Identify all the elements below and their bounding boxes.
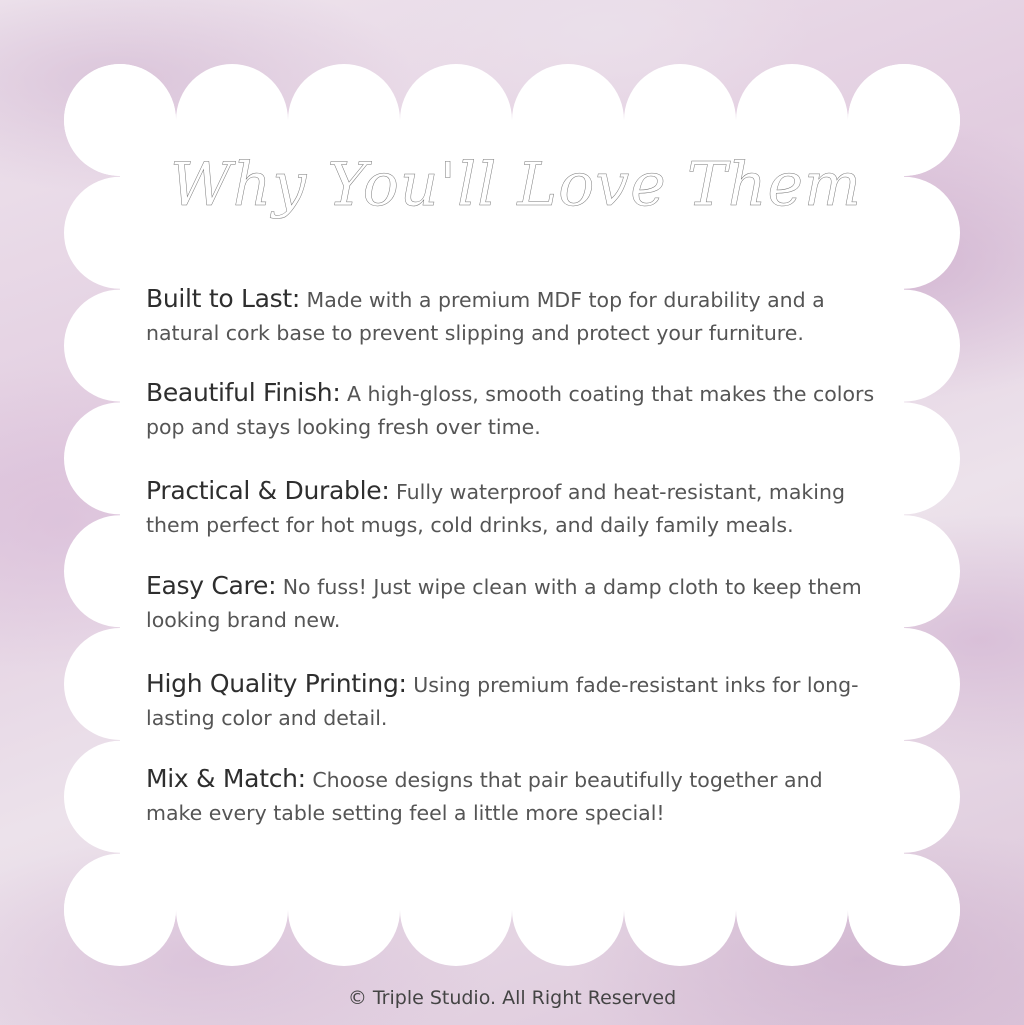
- scallop-bump: [848, 854, 960, 966]
- feature-easy-care: [146, 569, 876, 637]
- feature-heading: Mix & Match:: [146, 764, 306, 793]
- feature-text: Fully waterproof and heat-resistant, making them perfect for hot mugs, cold drinks, and daily family meals.: [146, 480, 845, 537]
- scallop-bump: [624, 854, 736, 966]
- scallop-bump: [288, 854, 400, 966]
- scallop-bump: [64, 854, 176, 966]
- feature-text: Made with a premium MDF top for durability and a natural cork base to prevent slipping and protect your furniture.: [146, 288, 825, 345]
- feature-text: No fuss! Just wipe clean with a damp cloth to keep them looking brand new.: [146, 575, 862, 632]
- feature-heading: High Quality Printing:: [146, 669, 407, 698]
- scallop-bump: [512, 854, 624, 966]
- feature-mix-and-match: [146, 762, 876, 830]
- feature-text: A high-gloss, smooth coating that makes the colors pop and stays looking fresh over time.: [146, 382, 875, 439]
- feature-heading: Beautiful Finish:: [146, 378, 341, 407]
- feature-heading: Built to Last:: [146, 284, 300, 313]
- feature-heading: Practical & Durable:: [146, 476, 390, 505]
- copyright-footer: © Triple Studio. All Right Reserved: [347, 987, 677, 1009]
- scallop-bump: [400, 854, 512, 966]
- feature-heading: Easy Care:: [146, 571, 277, 600]
- feature-text: Using premium fade-resistant inks for long-lasting color and detail.: [146, 673, 859, 730]
- scallop-bump: [736, 854, 848, 966]
- feature-beautiful-finish: [146, 376, 876, 444]
- feature-practical-durable: [146, 474, 876, 542]
- scallop-bump: [176, 854, 288, 966]
- page-title: Why You'll Love Them: [170, 150, 862, 220]
- feature-built-to-last: [146, 282, 876, 350]
- feature-high-quality-printing: [146, 667, 876, 735]
- feature-text: Choose designs that pair beautifully together and make every table setting feel a little more special!: [146, 768, 823, 825]
